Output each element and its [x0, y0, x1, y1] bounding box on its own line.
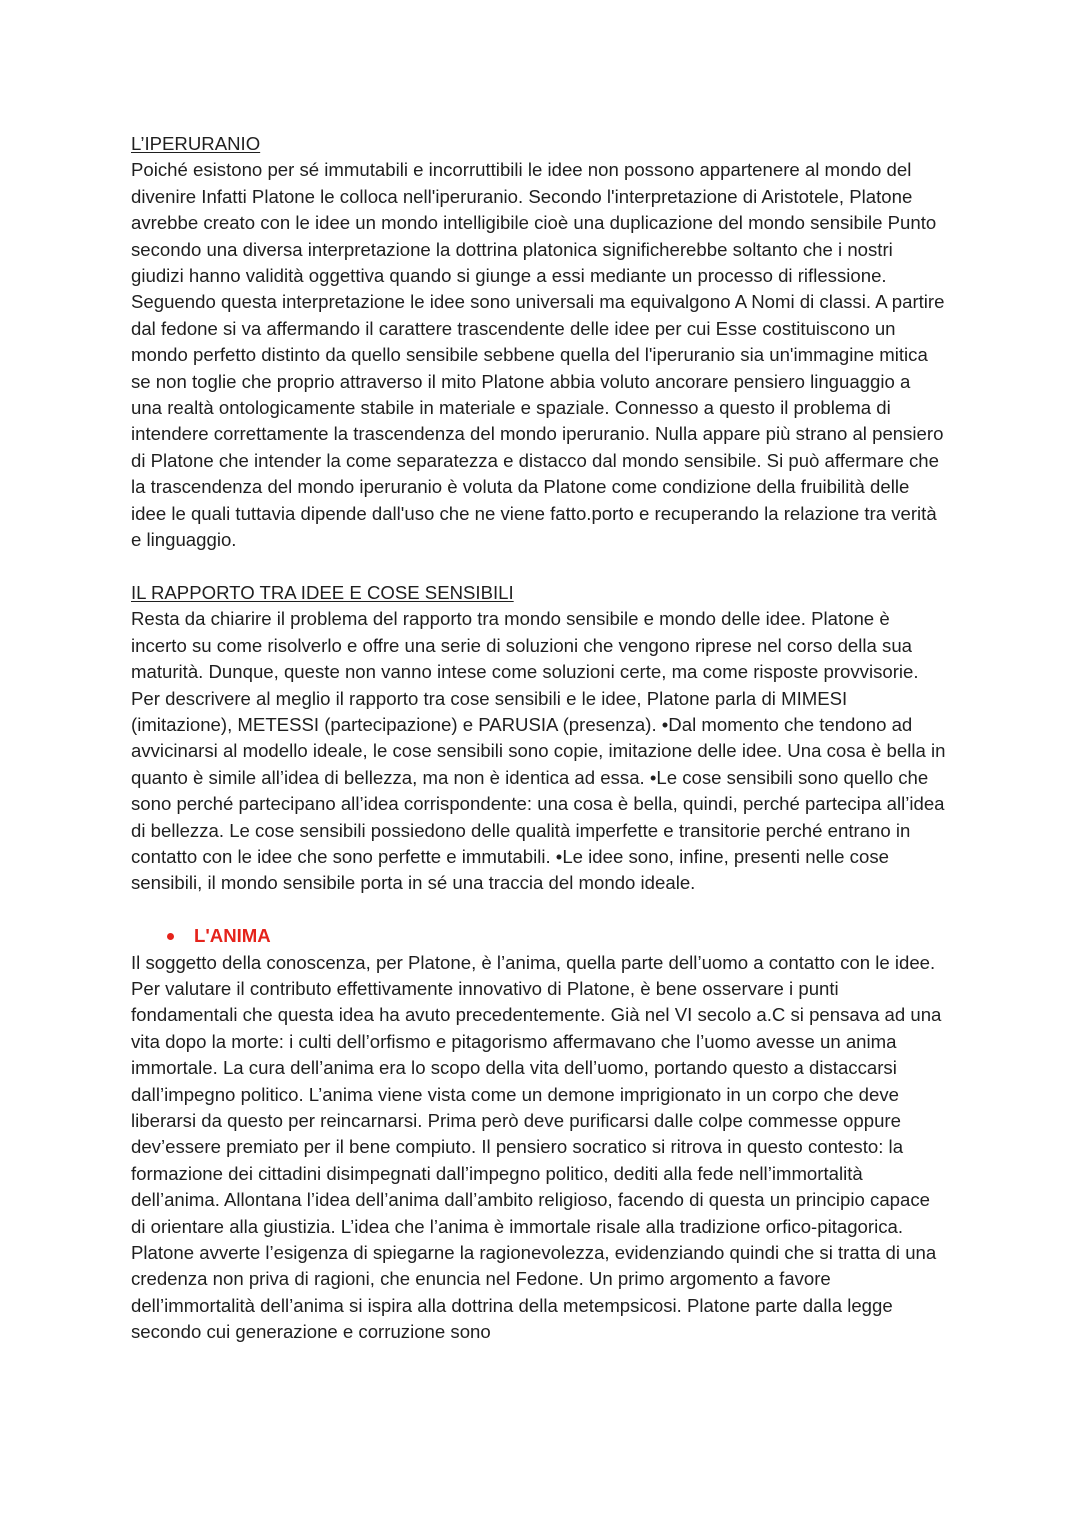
bullet-dot-icon: [167, 933, 174, 940]
bullet-heading-anima: [131, 923, 946, 949]
section-heading-iperuranio: L’IPERURANIO: [131, 133, 261, 154]
section-heading-rapporto: IL RAPPORTO TRA IDEE E COSE SENSIBILI: [131, 581, 514, 603]
spacer: [131, 897, 946, 923]
paragraph-iperuranio: Poiché esistono per sé immutabili e incorruttibili le idee non possono appartenere al mondo del divenire Infatti Platone le colloca nell'iperuranio. Secondo l'interpretazione di Aristotele, Platone avrebbe creato con le idee un mondo intelligibile cioè una duplicazione del mondo sensibile Punto secondo una diversa interpretazione la dottrina platonica significherebbe soltanto che i nostri giudizi hanno validità oggettiva quando si giunge a essi mediante un processo di riflessione. Seguendo questa interpretazione le idee sono universali ma equivalgono A Nomi di classi. A partire dal fedone si va affermando il carattere trascendente delle idee per cui Esse costituiscono un mondo perfetto distinto da quello sensibile sebbene quella del l'iperuranio sia un'immagine mitica se non toglie che proprio attraverso il mito Platone abbia voluto ancorare pensiero linguaggio a una realtà ontologicamente stabile in materiale e spaziale. Connesso a questo il problema di intendere correttamente la trascendenza del mondo iperuranio. Nulla appare più strano al pensiero di Platone che intender la come separatezza e distacco dal mondo sensibile. Si può affermare che la trascendenza del mondo iperuranio è voluta da Platone come condizione della fruibilità delle idee le quali tuttavia dipende dall'uso che ne viene fatto.porto e recuperando la relazione tra verità e linguaggio.: [131, 159, 945, 551]
section-heading-anima: L'ANIMA: [194, 925, 271, 947]
document-page: [131, 131, 946, 1346]
paragraph-anima: Il soggetto della conoscenza, per Platone, è l’anima, quella parte dell’uomo a contatto con le idee. Per valutare il contributo effettivamente innovativo di Platone, è bene osservare i punti fondamentali che questa idea ha avuto precedentemente. Già nel VI secolo a.C si pensava ad una vita dopo la morte: i culti dell’orfismo e pitagorismo affermavano che l’uomo avesse un anima immortale. La cura dell’anima era lo scopo della vita dell’uomo, portando questo a distaccarsi dall’impegno politico. L’anima viene vista come un demone imprigionato in un corpo che deve liberarsi da questo per reincarnarsi. Prima però deve purificarsi dalle colpe commesse oppure dev’essere premiato per il bene compiuto. Il pensiero socratico si ritrova in questo contesto: la formazione dei cittadini disimpegnati dall’impegno politico, dediti alla fede nell’immortalità dell’anima. Allontana l’idea dell’anima dall’ambito religioso, facendo di questa un principio capace di orientare alla giustizia. L’idea che l’anima è immortale risale alla tradizione orfico-pitagorica. Platone avverte l’esigenza di spiegarne la ragionevolezza, evidenziando quindi che si tratta di una credenza non priva di ragioni, che enuncia nel Fedone. Un primo argomento a favore dell’immortalità dell’anima si ispira alla dottrina della metempsicosi. Platone parte dalla legge secondo cui generazione e corruzione sono: [131, 951, 942, 1343]
paragraph-rapporto: Resta da chiarire il problema del rapporto tra mondo sensibile e mondo delle idee. Platone è incerto su come risolverlo e offre una serie di soluzioni che vengono riprese nel corso della sua maturità. Dunque, queste non vanno intese come soluzioni certe, ma come risposte provvisorie. Per descrivere al meglio il rapporto tra cose sensibili e le idee, Platone parla di MIMESI (imitazione), METESSI (partecipazione) e PARUSIA (presenza). •Dal momento che tendono ad avvicinarsi al modello ideale, le cose sensibili sono copie, imitazione delle idee. Una cosa è bella in quanto è simile all’idea di bellezza, ma non è identica ad essa. •Le cose sensibili sono quello che sono perché partecipano all’idea corrispondente: una cosa è bella, quindi, perché partecipa all’idea di bellezza. Le cose sensibili possiedono delle qualità imperfette e transitorie perché entrano in contatto con le idee che sono perfette e immutabili. •Le idee sono, infine, presenti nelle cose sensibili, il mondo sensibile porta in sé una traccia del mondo ideale.: [131, 608, 946, 894]
spacer: [131, 554, 946, 580]
